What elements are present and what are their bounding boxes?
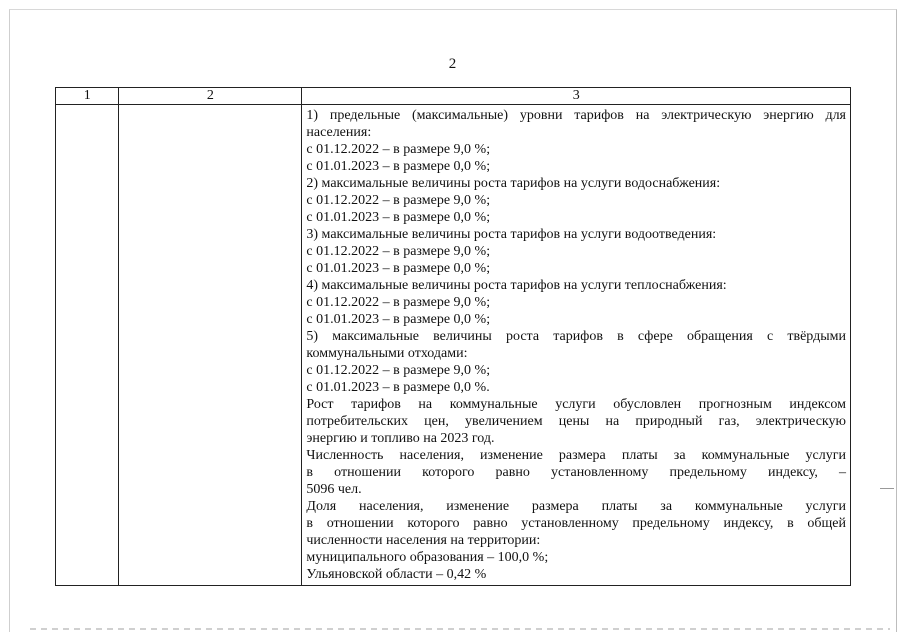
text-line: с 01.01.2023 – в размере 0,0 %;: [306, 210, 491, 225]
table-cell-col1: [56, 105, 119, 586]
text-line: 1) предельные (максимальные) уровни тарифов на электрическую энергию для: [306, 108, 846, 123]
text-line: 4) максимальные величины роста тарифов на услуги теплоснабжения:: [306, 278, 727, 293]
text-line: с 01.01.2023 – в размере 0,0 %;: [306, 159, 491, 174]
text-line: 5096 чел.: [306, 482, 362, 497]
table-cell-col2: [119, 105, 302, 586]
table-header-row: [56, 88, 851, 105]
text-line: потребительских цен, увеличением цены на природный газ, электрическую: [306, 414, 846, 429]
text-line: энергию и топливо на 2023 год.: [306, 431, 495, 446]
text-line: численности населения на территории:: [306, 533, 541, 548]
text-line: 5) максимальные величины роста тарифов в сфере обращения с твёрдыми: [306, 329, 846, 344]
text-line: Доля населения, изменение размера платы за коммунальные услуги: [306, 499, 846, 514]
text-line: коммунальными отходами:: [306, 346, 468, 361]
column-header-2: 2: [119, 88, 302, 105]
text-line: с 01.01.2023 – в размере 0,0 %;: [306, 261, 491, 276]
tariff-table: [55, 87, 851, 586]
text-line: с 01.12.2022 – в размере 9,0 %;: [306, 193, 491, 208]
text-line: в отношении которого равно установленному предельному индексу, в общей: [306, 516, 846, 531]
column-header-3: 3: [302, 88, 851, 105]
table-row: [56, 105, 851, 586]
text-line: 2) максимальные величины роста тарифов на услуги водоснабжения:: [306, 176, 721, 191]
text-line: с 01.12.2022 – в размере 9,0 %;: [306, 244, 491, 259]
text-line: муниципального образования – 100,0 %;: [306, 550, 549, 565]
text-line: с 01.12.2022 – в размере 9,0 %;: [306, 295, 491, 310]
text-line: с 01.01.2023 – в размере 0,0 %.: [306, 380, 490, 395]
text-line: населения:: [306, 125, 372, 140]
text-line: с 01.12.2022 – в размере 9,0 %;: [306, 363, 491, 378]
scan-artifact: [30, 628, 890, 630]
table-cell-col3: [302, 105, 851, 586]
scan-mark: [880, 488, 894, 489]
text-line: с 01.01.2023 – в размере 0,0 %;: [306, 312, 491, 327]
column-header-1: 1: [56, 88, 119, 105]
text-line: в отношении которого равно установленному предельному индексу, –: [306, 465, 846, 480]
text-line: 3) максимальные величины роста тарифов на услуги водоотведения:: [306, 227, 717, 242]
text-line: Ульяновской области – 0,42 %: [306, 567, 487, 582]
text-line: с 01.12.2022 – в размере 9,0 %;: [306, 142, 491, 157]
text-line: Численность населения, изменение размера платы за коммунальные услуги: [306, 448, 846, 463]
page-number: 2: [448, 56, 457, 72]
text-line: Рост тарифов на коммунальные услуги обусловлен прогнозным индексом: [306, 397, 846, 412]
